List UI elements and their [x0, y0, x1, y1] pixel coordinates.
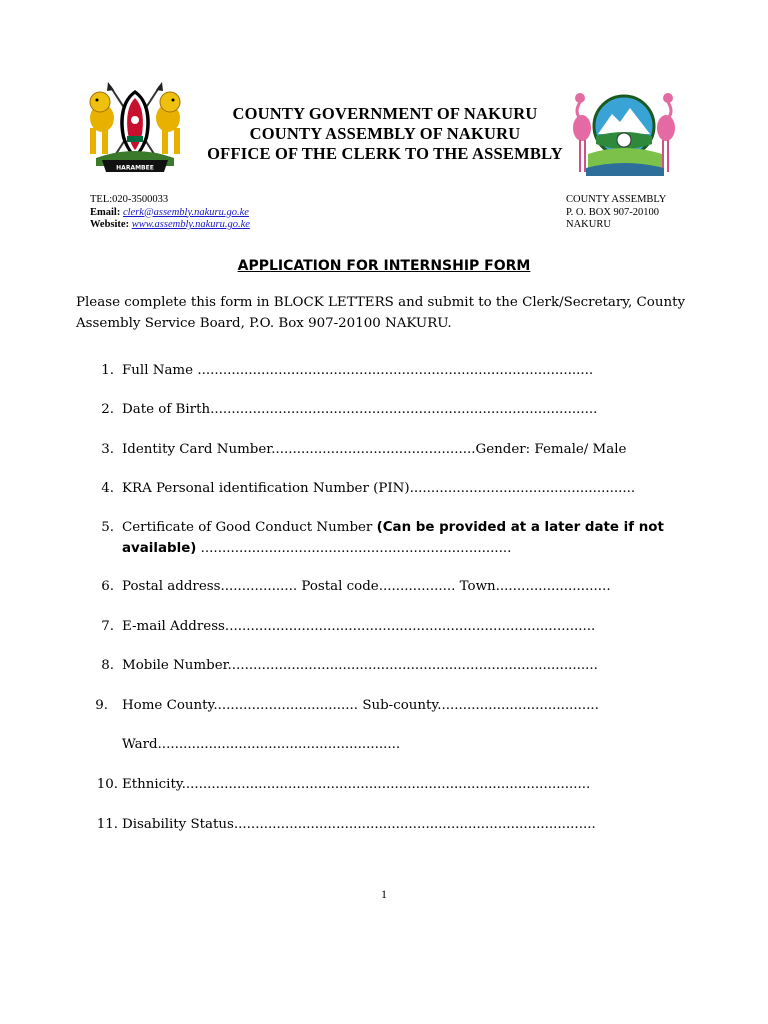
- field-label: Home County.................................. Sub-county......................................: [122, 698, 599, 713]
- field-label: Disability Status.....................................................................................: [122, 817, 596, 832]
- website-line: [90, 219, 250, 232]
- field-number: 11.: [96, 817, 118, 832]
- field-label: E-mail Address.......................................................................................: [122, 619, 596, 634]
- website-link[interactable]: www.assembly.nakuru.go.ke: [131, 219, 250, 230]
- header-county-government: COUNTY GOVERNMENT OF NAKURU: [232, 104, 538, 123]
- field-number: 5.: [101, 520, 114, 535]
- contact-info-right: [566, 194, 666, 232]
- field-number: 1.: [101, 363, 114, 378]
- field-number: 3.: [101, 442, 114, 457]
- field-number: 9.: [95, 698, 108, 713]
- field-label: Identity Card Number................................................Gender: Female/ Male: [122, 442, 627, 457]
- field-label: Date of Birth...........................................................................................: [122, 402, 598, 417]
- header-county-assembly: COUNTY ASSEMBLY OF NAKURU: [249, 124, 521, 143]
- header-office-of-clerk: OFFICE OF THE CLERK TO THE ASSEMBLY: [207, 144, 563, 163]
- website-label: Website:: [90, 219, 130, 230]
- field-number: 8.: [101, 658, 114, 673]
- address-line-1: COUNTY ASSEMBLY: [566, 194, 667, 205]
- harambee-banner-text: HARAMBEE: [116, 164, 154, 172]
- field-label: Full Name .............................................................................................: [122, 363, 594, 378]
- good-conduct-label: Certificate of Good Conduct Number: [122, 520, 377, 535]
- field-label: Mobile Number.......................................................................................: [122, 658, 598, 673]
- field-label: Ethnicity................................................................................................: [122, 777, 591, 792]
- form-title: APPLICATION FOR INTERNSHIP FORM: [237, 258, 531, 274]
- field-number: 2.: [101, 402, 114, 417]
- field-number: 6.: [101, 579, 114, 594]
- field-label: Postal address.................. Postal code.................. Town...........................: [122, 579, 611, 594]
- field-number: 4.: [101, 481, 114, 496]
- kenya-coat-of-arms-logo: [80, 80, 190, 176]
- page-number: 1: [381, 887, 387, 901]
- address-line-2: P. O. BOX 907-20100: [566, 206, 660, 218]
- good-conduct-note: (Can be provided at a later date if not: [376, 520, 664, 535]
- address-line-3: NAKURU: [566, 219, 611, 230]
- email-link[interactable]: clerk@assembly.nakuru.go.ke: [122, 206, 249, 218]
- field-label: KRA Personal identification Number (PIN).....................................................: [122, 481, 636, 496]
- field-label: [122, 518, 664, 538]
- field-label-cont: [122, 539, 511, 559]
- good-conduct-dots: .........................................................................: [196, 541, 512, 556]
- telephone: TEL:020-3500033: [90, 194, 169, 205]
- email-line: [90, 207, 250, 220]
- field-label: Ward.........................................................: [122, 737, 401, 752]
- field-number: 7.: [101, 619, 114, 634]
- email-label: Email:: [90, 206, 121, 218]
- form-instructions: Please complete this form in BLOCK LETTERS and submit to the Clerk/Secretary, County Assembly Service Board, P.O. Box 907-20100 NAKURU.: [76, 295, 686, 331]
- contact-info-left: [90, 194, 250, 232]
- field-number: 10.: [96, 777, 118, 792]
- good-conduct-note-cont: available): [122, 541, 197, 556]
